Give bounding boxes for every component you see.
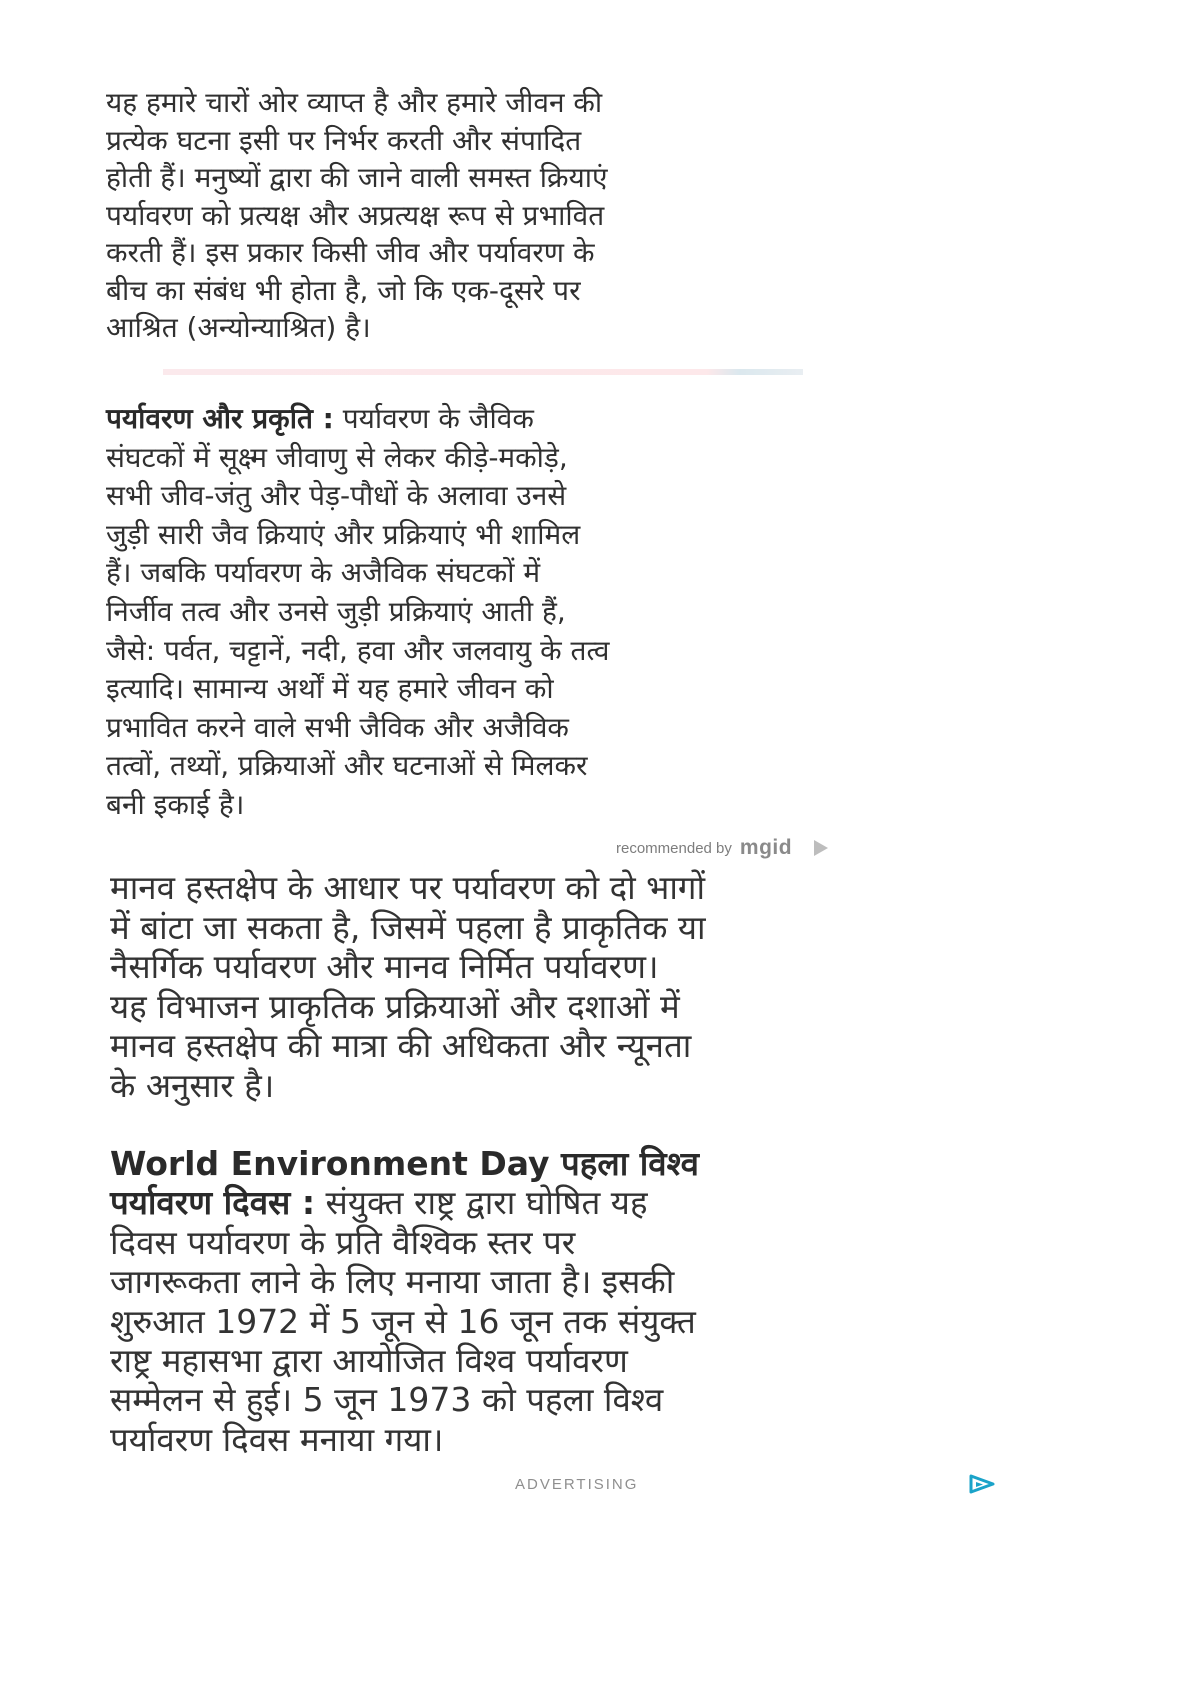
adchoices-icon[interactable] (967, 1473, 997, 1495)
paragraph-body: संयुक्त राष्ट्र द्वारा घोषित यह दिवस पर्यावरण के प्रति वैश्विक स्तर पर जागरूकता लाने के लिए मनाया जाता है। इसकी शुरुआत 1972 में 5 जून से 16 जून तक संयुक्त राष्ट्र महासभा द्वारा आयोजित विश्व पर्यावरण सम्मेलन से हुई। 5 जून 1973 को पहला विश्व पर्यावरण दिवस मनाया गया। (110, 1183, 696, 1459)
mgid-logo[interactable]: mgid (739, 836, 793, 859)
recommended-label: recommended by (616, 839, 732, 857)
paragraph-environment-nature (106, 400, 926, 825)
ad-banner-strip[interactable] (163, 369, 803, 375)
paragraph-human-intervention: मानव हस्तक्षेप के आधार पर पर्यावरण को दो भागों में बांटा जा सकता है, जिसमें पहला है प्राकृतिक या नैसर्गिक पर्यावरण और मानव निर्मित पर्यावरण। यह विभाजन प्राकृतिक प्रक्रियाओं और दशाओं में मानव हस्तक्षेप की मात्रा की अधिकता और न्यूनता के अनुसार है। (110, 868, 706, 1105)
advertising-label: ADVERTISING (515, 1476, 639, 1493)
paragraph-heading: पर्यावरण और प्रकृति : (106, 402, 334, 435)
recommended-by-mgid[interactable] (616, 836, 828, 860)
paragraph-world-environment-day (110, 1144, 1070, 1459)
paragraph-heading: World Environment Day पहला विश्व पर्यावरण दिवस : (110, 1144, 700, 1223)
adchoices-icon[interactable] (814, 840, 828, 856)
paragraph-body: पर्यावरण के जैविक संघटकों में सूक्ष्म जीवाणु से लेकर कीड़े-मकोड़े, सभी जीव-जंतु और पेड़-पौधों के अलावा उनसे जुड़ी सारी जैव क्रियाएं और प्रक्रियाएं भी शामिल हैं। जबकि पर्यावरण के अजैविक संघटकों में निर्जीव तत्व और उनसे जुड़ी प्रक्रियाएं आती हैं, जैसे: पर्वत, चट्टानें, नदी, हवा और जलवायु के तत्व इत्यादि। सामान्य अर्थों में यह हमारे जीवन को प्रभावित करने वाले सभी जैविक और अजैविक तत्वों, तथ्यों, प्रक्रियाओं और घटनाओं से मिलकर बनी इकाई है। (106, 402, 610, 821)
paragraph-intro: यह हमारे चारों ओर व्याप्त है और हमारे जीवन की प्रत्येक घटना इसी पर निर्भर करती और संपादित होती हैं। मनुष्यों द्वारा की जाने वाली समस्त क्रियाएं पर्यावरण को प्रत्यक्ष और अप्रत्यक्ष रूप से प्रभावित करती हैं। इस प्रकार किसी जीव और पर्यावरण के बीच का संबंध भी होता है, जो कि एक-दूसरे पर आश्रित (अन्योन्याश्रित) है। (106, 86, 608, 344)
